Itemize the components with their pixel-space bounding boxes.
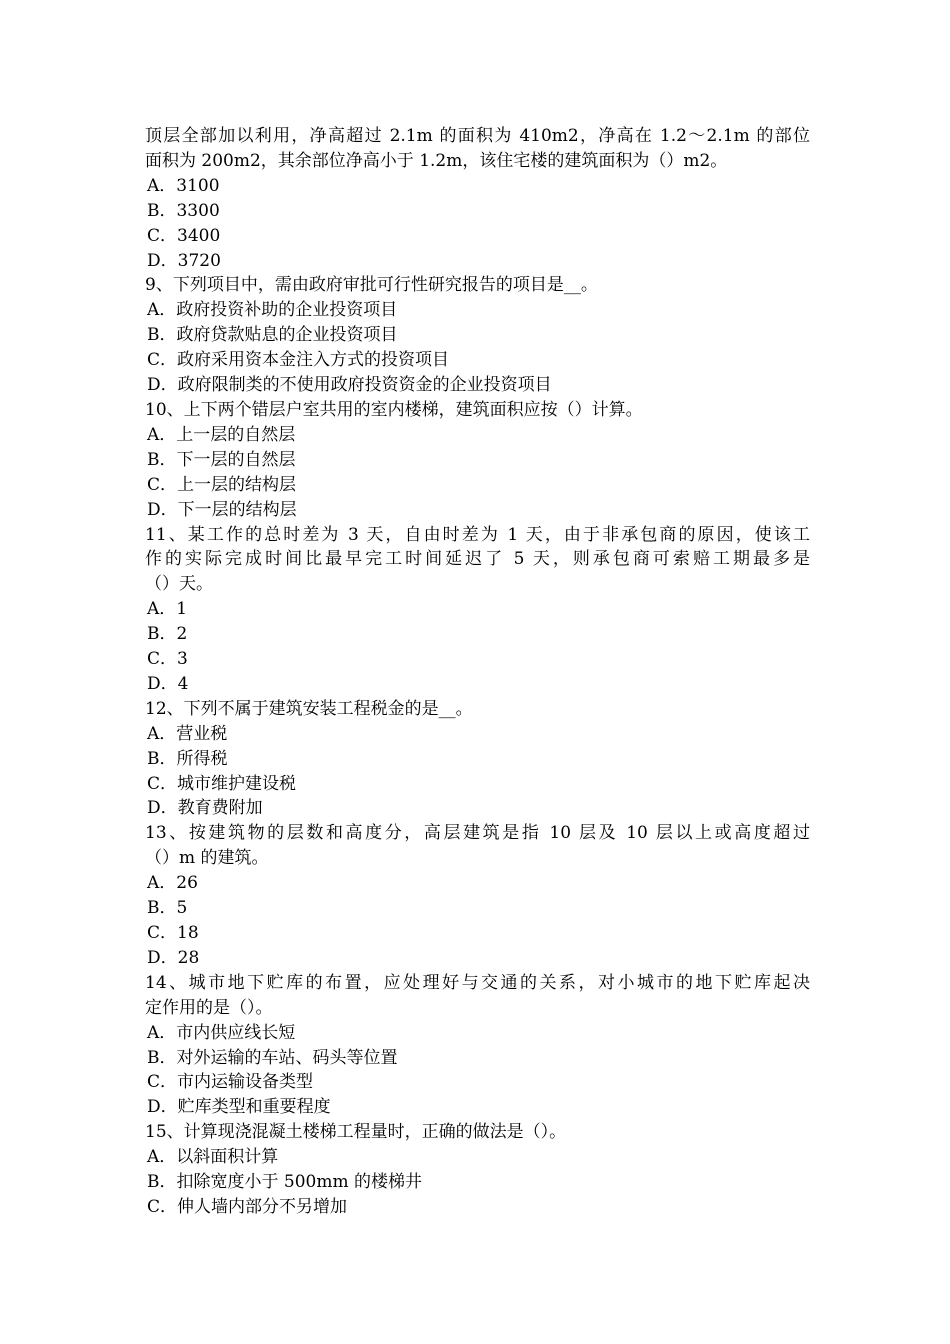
- option-b: B．对外运输的车站、码头等位置: [147, 1047, 398, 1068]
- question-text-line: 10、上下两个错层户室共用的室内楼梯，建筑面积应按（）计算。: [145, 399, 643, 420]
- question-text-line: 14、城市地下贮库的布置，应处理好与交通的关系，对小城市的地下贮库起决: [145, 972, 810, 993]
- option-d: D．4: [147, 673, 189, 694]
- question-12: [145, 697, 810, 822]
- option-c: C．3400: [147, 225, 221, 246]
- question-9: [145, 273, 810, 398]
- option-c: C．市内运输设备类型: [147, 1072, 314, 1093]
- option-d: D．28: [147, 947, 200, 968]
- option-b: B．扣除宽度小于 500mm 的楼梯井: [147, 1172, 422, 1193]
- option-d: D．教育费附加: [147, 798, 263, 819]
- option-c: C．伸人墙内部分不另增加: [147, 1196, 348, 1217]
- option-a: A．市内供应线长短: [147, 1022, 296, 1043]
- question-text-line: 面积为 200m2，其余部位净高小于 1.2m，该住宅楼的建筑面积为（）m2。: [145, 150, 728, 171]
- option-a: A．以斜面积计算: [147, 1147, 279, 1168]
- question-text-line: 12、下列不属于建筑安装工程税金的是__。: [145, 698, 473, 719]
- option-c: C．城市维护建设税: [147, 773, 297, 794]
- option-d: D．3720: [147, 250, 221, 271]
- option-b: B．5: [147, 898, 188, 919]
- option-d: D．下一层的结构层: [147, 499, 297, 520]
- option-b: B．2: [147, 624, 188, 645]
- option-b: B．3300: [147, 200, 220, 221]
- question-text-line: 作的实际完成时间比最早完工时间延迟了 5 天，则承包商可索赔工期最多是: [145, 549, 810, 570]
- question-11: [145, 523, 810, 697]
- question-text-line: 9、下列项目中，需由政府审批可行性研究报告的项目是__。: [145, 275, 598, 296]
- question-text-line: （）天。: [145, 574, 213, 595]
- option-b: B．下一层的自然层: [147, 449, 296, 470]
- question-8-continued: [145, 124, 810, 273]
- option-d: D．贮库类型和重要程度: [147, 1097, 331, 1118]
- option-b: B．政府贷款贴息的企业投资项目: [147, 325, 398, 346]
- question-text-line: 11、某工作的总时差为 3 天，自由时差为 1 天，由于非承包商的原因，使该工: [145, 524, 810, 545]
- question-14: [145, 971, 810, 1120]
- option-c: C．上一层的结构层: [147, 474, 297, 495]
- question-15: [145, 1120, 810, 1220]
- option-a: A．上一层的自然层: [147, 424, 296, 445]
- option-d: D．政府限制类的不使用政府投资资金的企业投资项目: [147, 375, 552, 396]
- option-a: A．营业税: [147, 723, 228, 744]
- option-a: A．26: [147, 873, 198, 894]
- question-10: [145, 398, 810, 523]
- question-text-line: 15、计算现浇混凝土楼梯工程量时，正确的做法是（）。: [145, 1122, 567, 1143]
- option-c: C．18: [147, 923, 199, 943]
- document-body: [145, 124, 810, 1220]
- question-text-line: （）m 的建筑。: [145, 848, 269, 869]
- option-a: A．政府投资补助的企业投资项目: [147, 300, 398, 321]
- question-text-line: 定作用的是（）。: [145, 997, 273, 1018]
- option-c: C．3: [147, 649, 188, 670]
- option-a: A．1: [147, 599, 188, 620]
- option-c: C．政府采用资本金注入方式的投资项目: [147, 350, 450, 371]
- option-a: A．3100: [147, 175, 220, 196]
- question-13: [145, 821, 810, 970]
- question-text-line: 顶层全部加以利用，净高超过 2.1m 的面积为 410m2，净高在 1.2～2.1m 的部位: [145, 126, 810, 146]
- option-b: B．所得税: [147, 748, 228, 769]
- question-text-line: 13、按建筑物的层数和高度分，高层建筑是指 10 层及 10 层以上或高度超过: [145, 823, 810, 844]
